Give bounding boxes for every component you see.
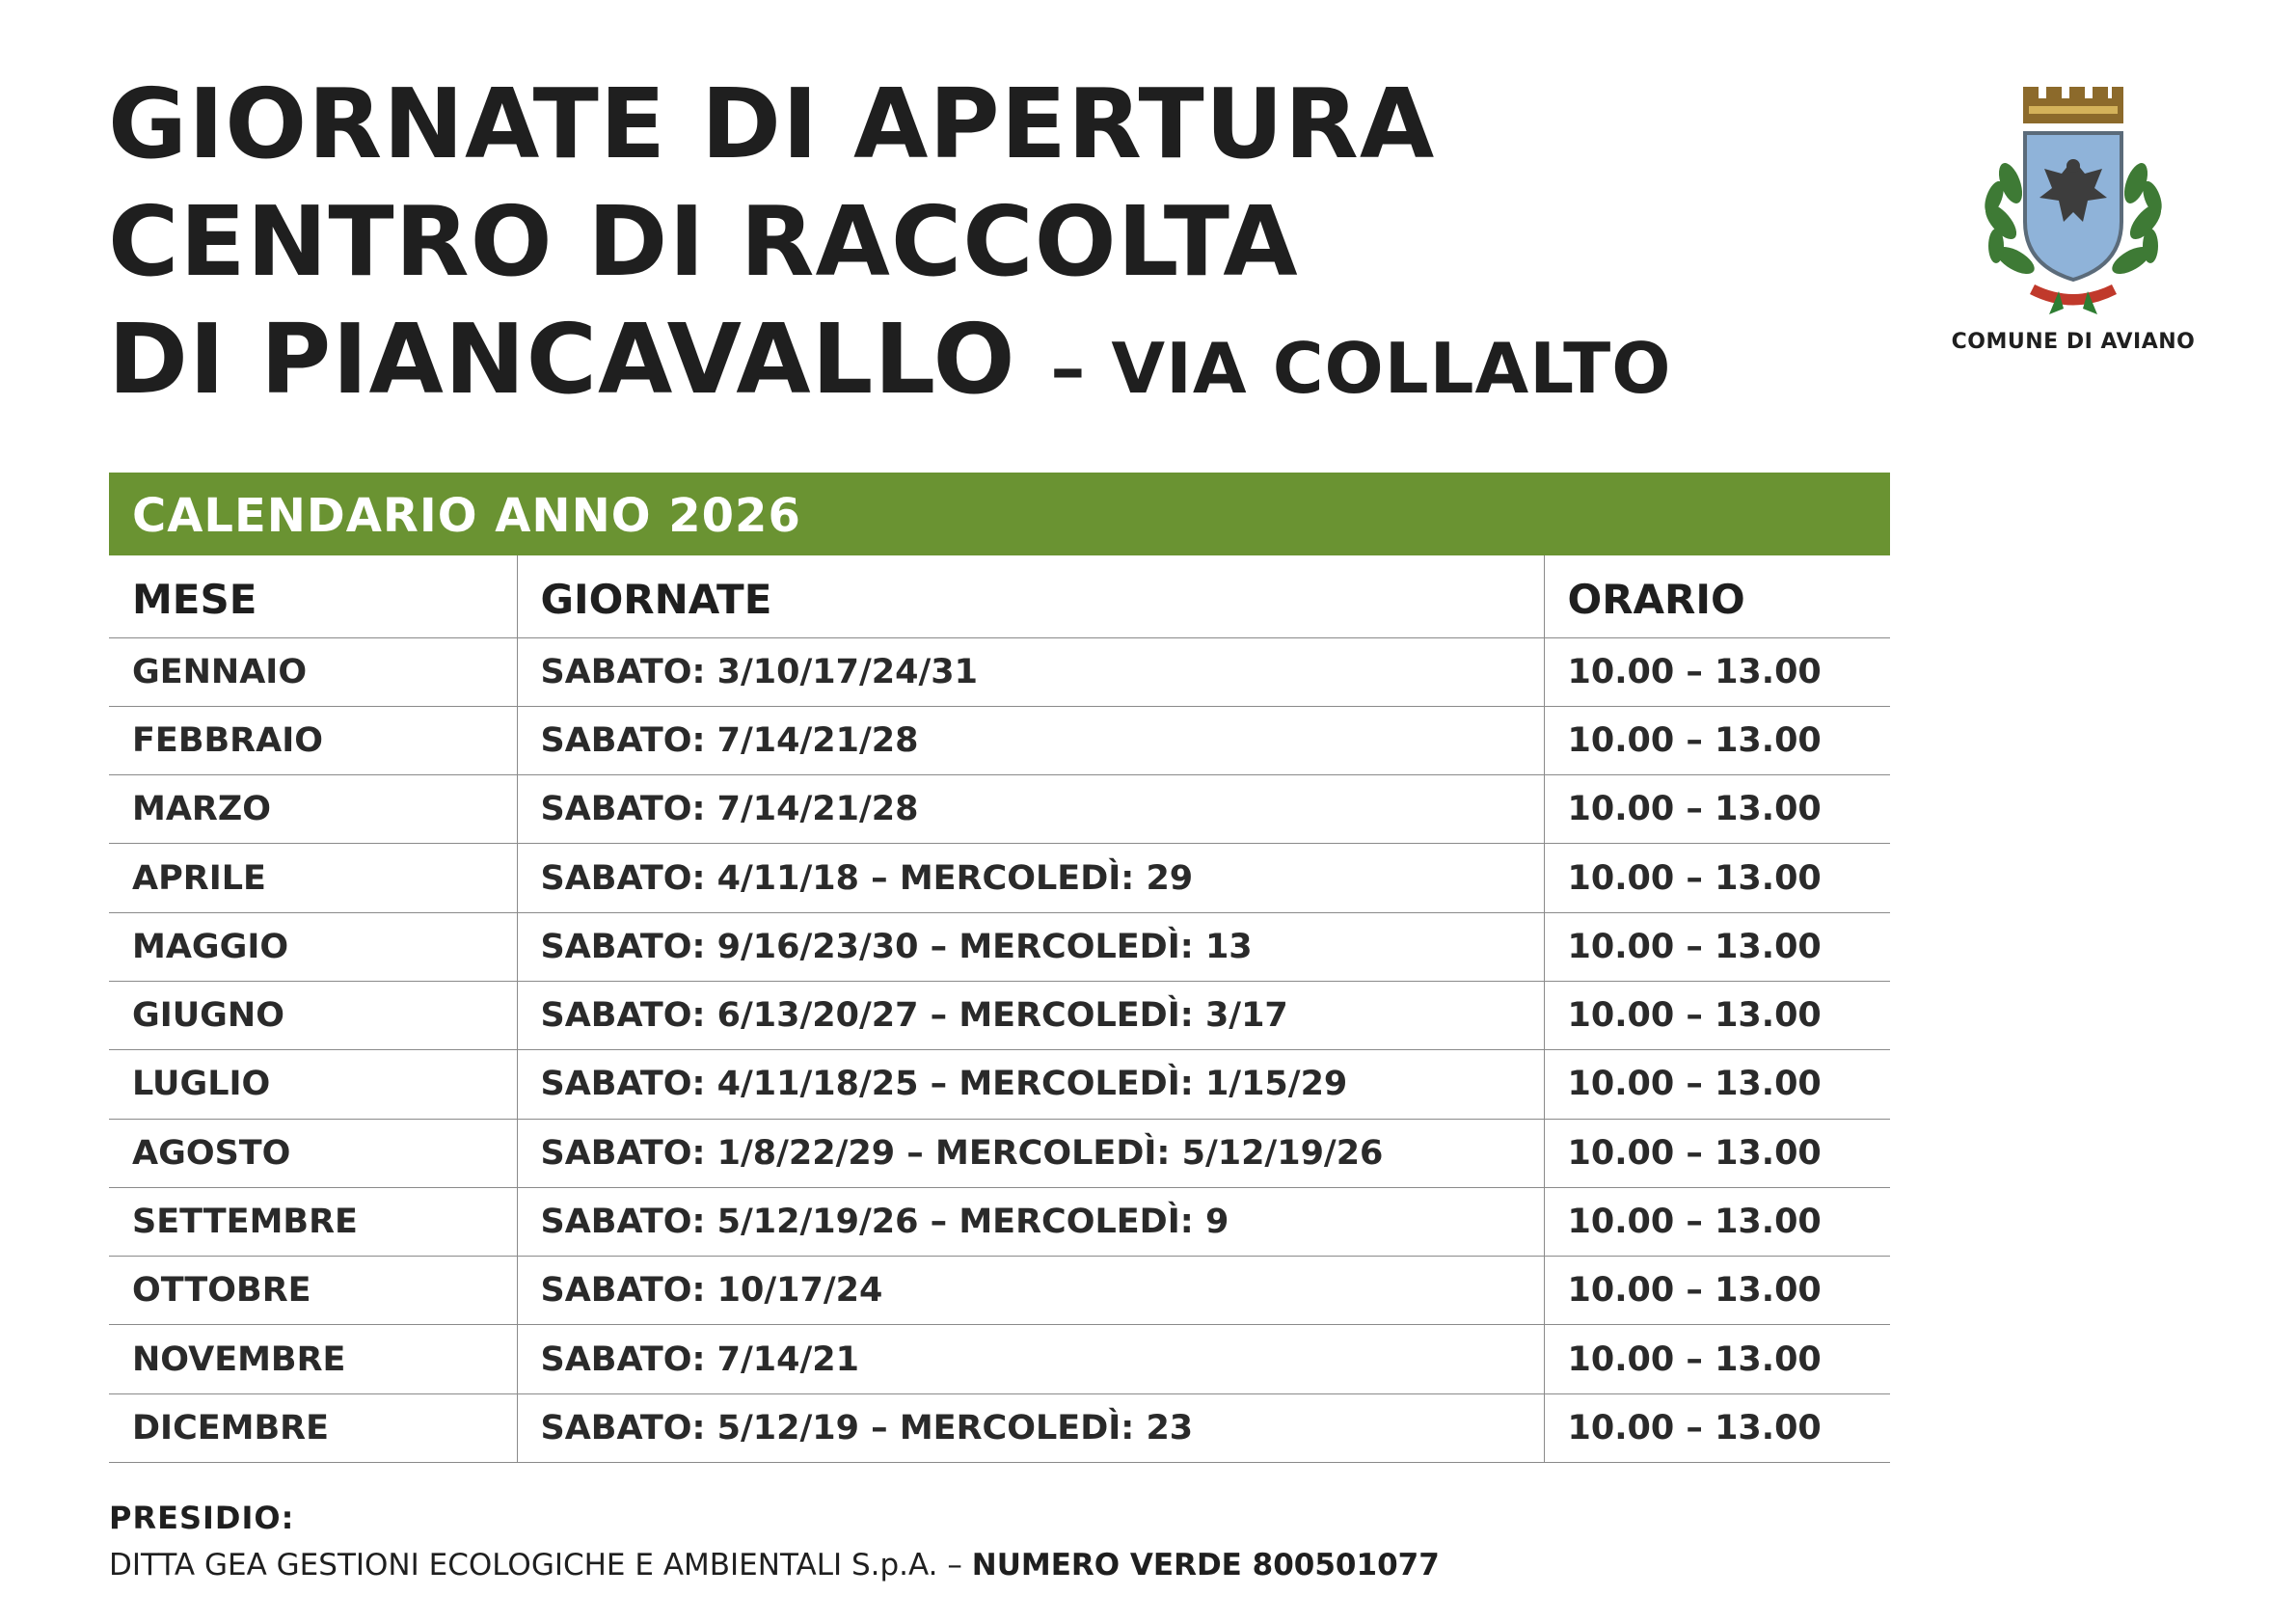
cell-days: SABATO: 1/8/22/29 – MERCOLEDÌ: 5/12/19/26 xyxy=(517,1119,1544,1187)
cell-month: GENNAIO xyxy=(109,637,517,706)
cell-days: SABATO: 7/14/21 xyxy=(517,1325,1544,1393)
cell-month: FEBBRAIO xyxy=(109,706,517,774)
cell-hours: 10.00 – 13.00 xyxy=(1544,1050,1890,1119)
cell-days: SABATO: 5/12/19/26 – MERCOLEDÌ: 9 xyxy=(517,1187,1544,1256)
title-line-3 xyxy=(108,301,1672,427)
cell-month: MAGGIO xyxy=(109,912,517,981)
footer-line xyxy=(109,1548,1440,1582)
cell-month: LUGLIO xyxy=(109,1050,517,1119)
column-header-month: MESE xyxy=(109,555,517,637)
column-header-hours: ORARIO xyxy=(1544,555,1890,637)
cell-days: SABATO: 6/13/20/27 – MERCOLEDÌ: 3/17 xyxy=(517,981,1544,1049)
cell-month: AGOSTO xyxy=(109,1119,517,1187)
table-row xyxy=(109,706,1890,774)
cell-days: SABATO: 7/14/21/28 xyxy=(517,775,1544,844)
municipality-logo xyxy=(1938,77,2208,354)
cell-hours: 10.00 – 13.00 xyxy=(1544,637,1890,706)
cell-hours: 10.00 – 13.00 xyxy=(1544,1393,1890,1462)
cell-hours: 10.00 – 13.00 xyxy=(1544,775,1890,844)
cell-hours: 10.00 – 13.00 xyxy=(1544,844,1890,912)
cell-hours: 10.00 – 13.00 xyxy=(1544,981,1890,1049)
table-header-row xyxy=(109,555,1890,637)
table-row xyxy=(109,1119,1890,1187)
cell-days: SABATO: 4/11/18 – MERCOLEDÌ: 29 xyxy=(517,844,1544,912)
cell-days: SABATO: 10/17/24 xyxy=(517,1257,1544,1325)
cell-hours: 10.00 – 13.00 xyxy=(1544,706,1890,774)
calendar-table-container xyxy=(109,473,1890,1463)
calendar-table xyxy=(109,555,1890,1463)
table-row xyxy=(109,1393,1890,1462)
cell-month: OTTOBRE xyxy=(109,1257,517,1325)
table-row xyxy=(109,1325,1890,1393)
cell-days: SABATO: 9/16/23/30 – MERCOLEDÌ: 13 xyxy=(517,912,1544,981)
coat-of-arms-icon xyxy=(1967,77,2179,318)
calendar-header: CALENDARIO ANNO 2026 xyxy=(109,473,1890,555)
footer-phone: NUMERO VERDE 800501077 xyxy=(971,1548,1440,1582)
cell-hours: 10.00 – 13.00 xyxy=(1544,912,1890,981)
title-line-3-suffix: – VIA COLLALTO xyxy=(1050,328,1672,409)
title-line-3-main: DI PIANCAVALLO xyxy=(108,303,1016,416)
cell-month: DICEMBRE xyxy=(109,1393,517,1462)
footer-company: DITTA GEA GESTIONI ECOLOGICHE E AMBIENTALI S.p.A. – xyxy=(109,1548,972,1582)
table-row xyxy=(109,775,1890,844)
table-row xyxy=(109,1187,1890,1256)
cell-month: GIUGNO xyxy=(109,981,517,1049)
cell-hours: 10.00 – 13.00 xyxy=(1544,1187,1890,1256)
cell-month: SETTEMBRE xyxy=(109,1187,517,1256)
cell-month: NOVEMBRE xyxy=(109,1325,517,1393)
cell-days: SABATO: 3/10/17/24/31 xyxy=(517,637,1544,706)
table-row xyxy=(109,844,1890,912)
page-title xyxy=(108,66,1672,427)
table-row xyxy=(109,912,1890,981)
cell-hours: 10.00 – 13.00 xyxy=(1544,1119,1890,1187)
cell-days: SABATO: 4/11/18/25 – MERCOLEDÌ: 1/15/29 xyxy=(517,1050,1544,1119)
cell-hours: 10.00 – 13.00 xyxy=(1544,1325,1890,1393)
column-header-days: GIORNATE xyxy=(517,555,1544,637)
footer xyxy=(109,1500,1440,1582)
table-row xyxy=(109,1257,1890,1325)
cell-days: SABATO: 5/12/19 – MERCOLEDÌ: 23 xyxy=(517,1393,1544,1462)
title-line-2: CENTRO DI RACCOLTA xyxy=(108,185,1299,298)
table-row xyxy=(109,1050,1890,1119)
table-row xyxy=(109,981,1890,1049)
logo-caption: COMUNE DI AVIANO xyxy=(1951,330,2196,354)
title-line-1: GIORNATE DI APERTURA xyxy=(108,68,1436,180)
cell-month: APRILE xyxy=(109,844,517,912)
cell-hours: 10.00 – 13.00 xyxy=(1544,1257,1890,1325)
cell-month: MARZO xyxy=(109,775,517,844)
table-row xyxy=(109,637,1890,706)
footer-label: PRESIDIO: xyxy=(109,1500,295,1536)
cell-days: SABATO: 7/14/21/28 xyxy=(517,706,1544,774)
